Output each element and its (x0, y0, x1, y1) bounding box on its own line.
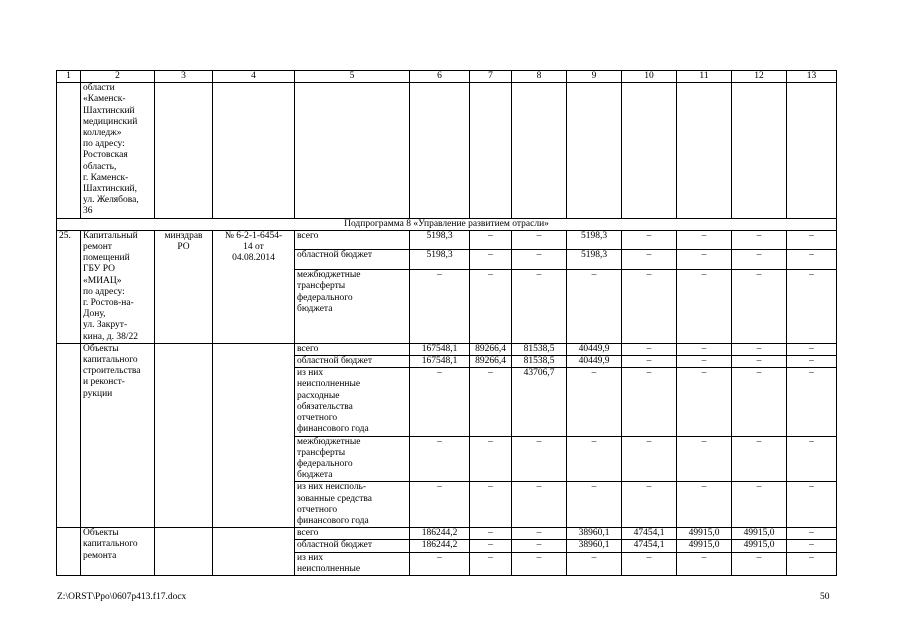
amount-cell: 5198,3 (567, 250, 622, 270)
amount-cell: 40449,9 (567, 343, 622, 355)
amount-cell: – (512, 528, 567, 540)
customer: минздрав РО (155, 230, 213, 343)
amount-cell: – (787, 552, 837, 575)
object-name: Объекты капитального ремонта (81, 528, 155, 576)
amount-cell: – (677, 356, 732, 368)
funding-source: всего (295, 230, 410, 250)
row-number: 25. (57, 230, 81, 343)
amount-cell: – (787, 436, 837, 482)
amount-cell: – (732, 552, 787, 575)
funding-source: межбюджетные трансферты федерального бюджета (295, 270, 410, 344)
amount-cell: – (677, 368, 732, 436)
amount-cell: 5198,3 (567, 230, 622, 250)
amount-cell: – (787, 250, 837, 270)
amount-cell: 40449,9 (567, 356, 622, 368)
amount-cell: – (677, 250, 732, 270)
amount-cell: 38960,1 (567, 540, 622, 552)
amount-cell: – (622, 368, 677, 436)
amount-cell: 186244,2 (410, 540, 470, 552)
amount-cell: 89266,4 (470, 343, 512, 355)
amount-cell: – (732, 482, 787, 528)
budget-table (56, 70, 837, 576)
object-name: Капитальный ремонт помещений ГБУ РО «МИАЦ» по адресу: г. Ростов-на- Дону, ул. Закрут- кина, д. 38/22 (81, 230, 155, 343)
column-number-row (57, 71, 837, 83)
amount-cell: 167548,1 (410, 356, 470, 368)
amount-cell: 43706,7 (512, 368, 567, 436)
funding-source: всего (295, 528, 410, 540)
amount-cell: – (622, 552, 677, 575)
amount-cell: – (732, 356, 787, 368)
column-number: 6 (410, 71, 470, 83)
amount-cell: – (677, 343, 732, 355)
amount-cell: – (410, 482, 470, 528)
amount-cell: 49915,0 (677, 528, 732, 540)
amount-cell: – (622, 250, 677, 270)
amount-cell: – (622, 230, 677, 250)
amount-cell: – (622, 482, 677, 528)
table-row (57, 528, 837, 540)
column-number: 8 (512, 71, 567, 83)
amount-cell: – (787, 528, 837, 540)
funding-source: из них неисполненные (295, 552, 410, 575)
funding-source: из них неисполненные расходные обязательства отчетного финансового года (295, 368, 410, 436)
amount-cell: – (512, 482, 567, 528)
amount-cell: – (567, 368, 622, 436)
table-row (57, 343, 837, 355)
amount-cell: – (470, 250, 512, 270)
amount-cell: 81538,5 (512, 343, 567, 355)
customer (155, 528, 213, 576)
amount-cell: – (622, 356, 677, 368)
amount-cell: – (622, 436, 677, 482)
amount-cell: 5198,3 (410, 250, 470, 270)
amount-cell: 47454,1 (622, 528, 677, 540)
amount-cell: – (787, 356, 837, 368)
amount-cell: 47454,1 (622, 540, 677, 552)
amount-cell: – (512, 436, 567, 482)
funding-source: из них неисполь- зованные средства отчетного финансового года (295, 482, 410, 528)
amount-cell: – (732, 250, 787, 270)
amount-cell: – (512, 250, 567, 270)
amount-cell: – (677, 552, 732, 575)
customer (155, 343, 213, 527)
amount-cell: – (677, 436, 732, 482)
amount-cell: – (732, 230, 787, 250)
file-path: Z:\ORST\Ppo\0607p413.f17.docx (57, 592, 187, 602)
amount-cell: – (677, 482, 732, 528)
amount-cell: 49915,0 (677, 540, 732, 552)
amount-cell: – (622, 343, 677, 355)
amount-cell: – (410, 552, 470, 575)
amount-cell: – (787, 230, 837, 250)
amount-cell: 5198,3 (410, 230, 470, 250)
amount-cell: – (470, 436, 512, 482)
amount-cell: – (470, 368, 512, 436)
amount-cell: 49915,0 (732, 540, 787, 552)
amount-cell: – (732, 436, 787, 482)
funding-source: областной бюджет (295, 540, 410, 552)
amount-cell: 89266,4 (470, 356, 512, 368)
amount-cell: – (787, 343, 837, 355)
funding-source: всего (295, 343, 410, 355)
amount-cell: – (512, 270, 567, 344)
amount-cell: – (470, 482, 512, 528)
column-number: 13 (787, 71, 837, 83)
row-number (57, 343, 81, 527)
amount-cell: – (512, 230, 567, 250)
amount-cell: – (677, 230, 732, 250)
funding-source: межбюджетные трансферты федерального бюджета (295, 436, 410, 482)
amount-cell: – (470, 270, 512, 344)
amount-cell: – (732, 343, 787, 355)
amount-cell: 49915,0 (732, 528, 787, 540)
object-name: Объекты капитального строительства и реконст- рукции (81, 343, 155, 527)
amount-cell: 167548,1 (410, 343, 470, 355)
amount-cell: – (470, 230, 512, 250)
amount-cell: – (787, 482, 837, 528)
column-number: 4 (213, 71, 295, 83)
amount-cell: – (677, 270, 732, 344)
row-number (57, 528, 81, 576)
amount-cell: 81538,5 (512, 356, 567, 368)
column-number: 3 (155, 71, 213, 83)
amount-cell: – (512, 540, 567, 552)
column-number: 10 (622, 71, 677, 83)
funding-source: областной бюджет (295, 250, 410, 270)
amount-cell: – (567, 552, 622, 575)
column-number: 11 (677, 71, 732, 83)
column-number: 5 (295, 71, 410, 83)
amount-cell: – (622, 270, 677, 344)
amount-cell: – (787, 368, 837, 436)
subprogram-title: Подпрограмма 8 «Управление развитием отрасли» (57, 218, 837, 230)
amount-cell: – (470, 540, 512, 552)
document-ref: № 6-2-1-6454- 14 от 04.08.2014 (213, 230, 295, 343)
column-number: 1 (57, 71, 81, 83)
amount-cell: – (470, 552, 512, 575)
amount-cell: – (567, 482, 622, 528)
amount-cell: – (787, 540, 837, 552)
amount-cell: – (410, 436, 470, 482)
object-name: области «Каменск- Шахтинский медицинский колледж» по адресу: Ростовская область, г. Каменск- Шахтинский, ул. Желябова, 36 (81, 83, 155, 218)
amount-cell: – (787, 270, 837, 344)
amount-cell: – (470, 528, 512, 540)
amount-cell: – (567, 270, 622, 344)
column-number: 7 (470, 71, 512, 83)
page-number: 50 (820, 592, 830, 602)
column-number: 9 (567, 71, 622, 83)
funding-source: областной бюджет (295, 356, 410, 368)
document-ref (213, 343, 295, 527)
column-number: 12 (732, 71, 787, 83)
amount-cell: – (410, 270, 470, 344)
document-ref (213, 528, 295, 576)
amount-cell: – (732, 368, 787, 436)
amount-cell: – (410, 368, 470, 436)
table-row (57, 230, 837, 250)
subprogram-row (57, 218, 837, 230)
amount-cell: 38960,1 (567, 528, 622, 540)
amount-cell: 186244,2 (410, 528, 470, 540)
amount-cell: – (512, 552, 567, 575)
continued-object-row (57, 83, 837, 218)
column-number: 2 (81, 71, 155, 83)
amount-cell: – (567, 436, 622, 482)
amount-cell: – (732, 270, 787, 344)
